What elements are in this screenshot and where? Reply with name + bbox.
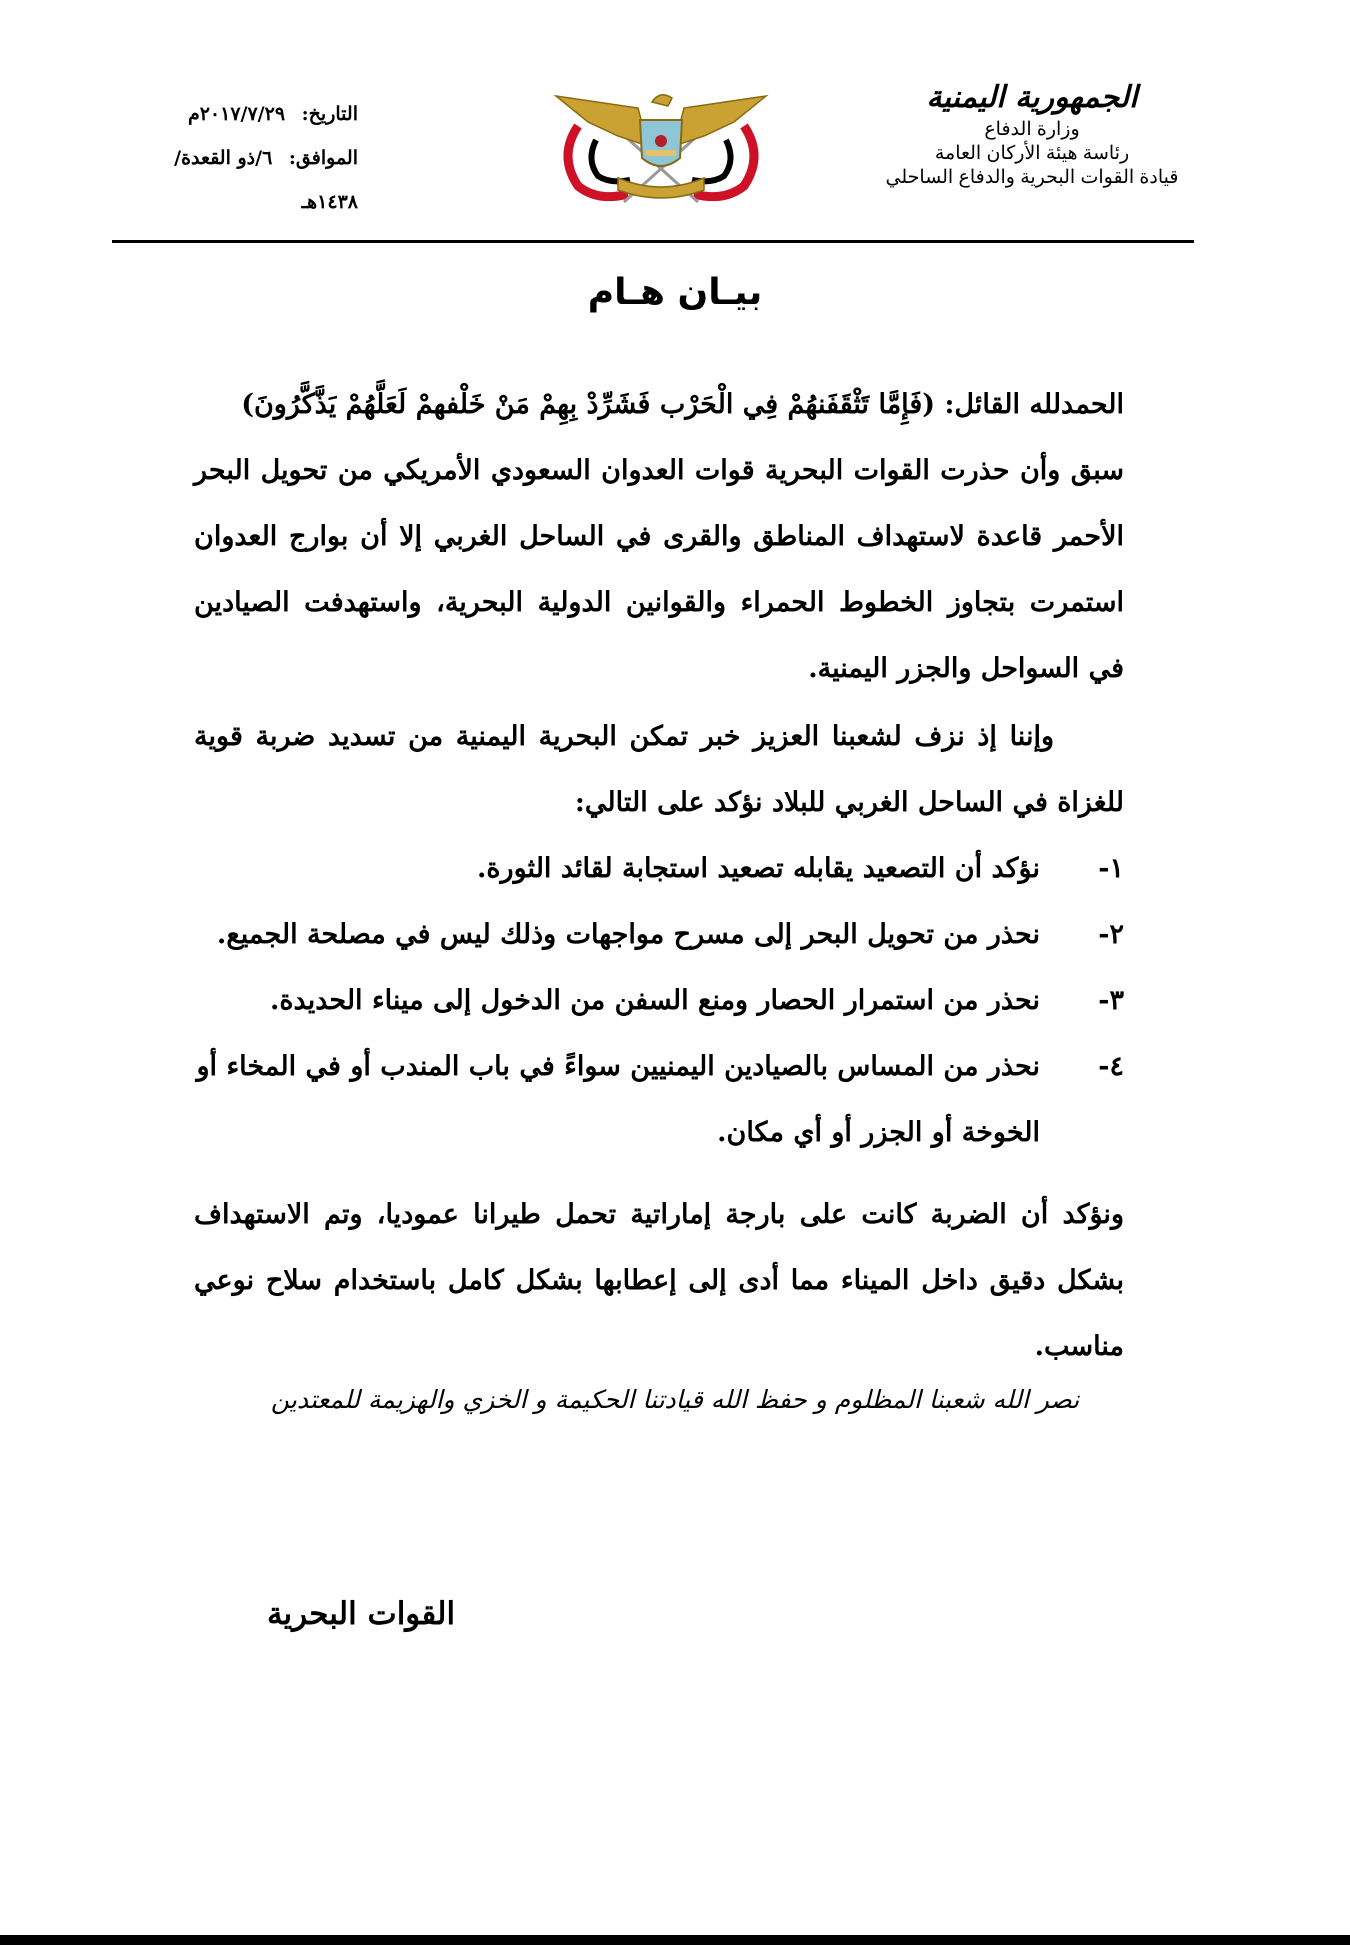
quran-verse-paragraph: الحمدلله القائل: (فَإِمَّا تَثْقَفَنهُمْ فِي الْحَرْب فَشَرِّدْ بِهِمْ مَنْ خَلْفهمْ لَعَلَّهُمْ يَذَّكَّرُونَ) <box>241 389 1124 420</box>
hijri-date-row <box>118 136 358 224</box>
list-item-number: ٣- <box>1098 985 1124 1016</box>
ministry-header <box>872 78 1192 190</box>
republic-name: الجمهورية اليمنية <box>926 80 1138 115</box>
list-item-number: ٤- <box>1098 1051 1124 1082</box>
document-title: بيـان هـام <box>587 272 763 313</box>
list-item <box>194 1034 1124 1166</box>
list-item-text: نحذر من المساس بالصيادين اليمنيين سواءً في باب المندب أو في المخاء أو الخوخة أو الجزر أو أي مكان. <box>196 1051 1040 1148</box>
list-item-text: نحذر من تحويل البحر إلى مسرح مواجهات وذلك ليس في مصلحة الجميع. <box>216 919 1040 950</box>
hijri-label: الموافق: <box>288 147 358 169</box>
warning-paragraph: سبق وأن حذرت القوات البحرية قوات العدوان السعودي الأمريكي من تحويل البحر الأحمر قاعدة لاستهداف المناطق والقرى في الساحل الغربي إلا أن بوارج العدوان استمرت بتجاوز الخطوط الحمراء والقوانين الدولية البحرية، واستهدفت الصيادين في السواحل والجزر اليمنية. <box>194 455 1124 684</box>
list-item-number: ١- <box>1098 853 1124 884</box>
list-item-number: ٢- <box>1098 919 1124 950</box>
points-list <box>194 836 1124 1166</box>
document-body <box>194 372 1124 1380</box>
presidency-name: رئاسة هيئة الأركان العامة <box>934 143 1130 164</box>
closing-prayer: نصر الله شعبنا المظلوم و حفظ الله قيادتنا الحكيمة و الخزي والهزيمة للمعتدين <box>270 1385 1080 1414</box>
signature: القوات البحرية <box>266 1596 456 1632</box>
date-label: التاريخ: <box>301 103 358 125</box>
list-item-text: نؤكد أن التصعيد يقابله تصعيد استجابة لقائد الثورة. <box>477 853 1040 884</box>
ministry-name: وزارة الدفاع <box>984 119 1080 140</box>
list-item <box>194 902 1124 968</box>
list-item-text: نحذر من استمرار الحصار ومنع السفن من الدخول إلى ميناء الحديدة. <box>269 985 1040 1016</box>
date-value: ٢٠١٧/٧/٢٩م <box>187 103 286 125</box>
command-name: قيادة القوات البحرية والدفاع الساحلي <box>885 167 1179 188</box>
gregorian-date-row <box>118 92 358 136</box>
bottom-border <box>0 1935 1350 1945</box>
date-block <box>118 92 358 224</box>
list-item <box>194 836 1124 902</box>
closing-paragraph: ونؤكد أن الضربة كانت على بارجة إماراتية تحمل طيرانا عموديا، وتم الاستهداف بشكل دقيق داخل الميناء مما أدى إلى إعطابها بشكل كامل باستخدام سلاح نوعي مناسب. <box>194 1199 1124 1362</box>
hijri-value: ٦/ذو القعدة/١٤٣٨هـ <box>174 147 358 213</box>
list-item <box>194 968 1124 1034</box>
yemen-eagle-emblem-icon <box>548 86 774 204</box>
announcement-paragraph: وإننا إذ نزف لشعبنا العزيز خبر تمكن البحرية اليمنية من تسديد ضربة قوية للغزاة في الساحل الغربي للبلاد نؤكد على التالي: <box>194 721 1124 818</box>
header-divider <box>112 240 1194 243</box>
